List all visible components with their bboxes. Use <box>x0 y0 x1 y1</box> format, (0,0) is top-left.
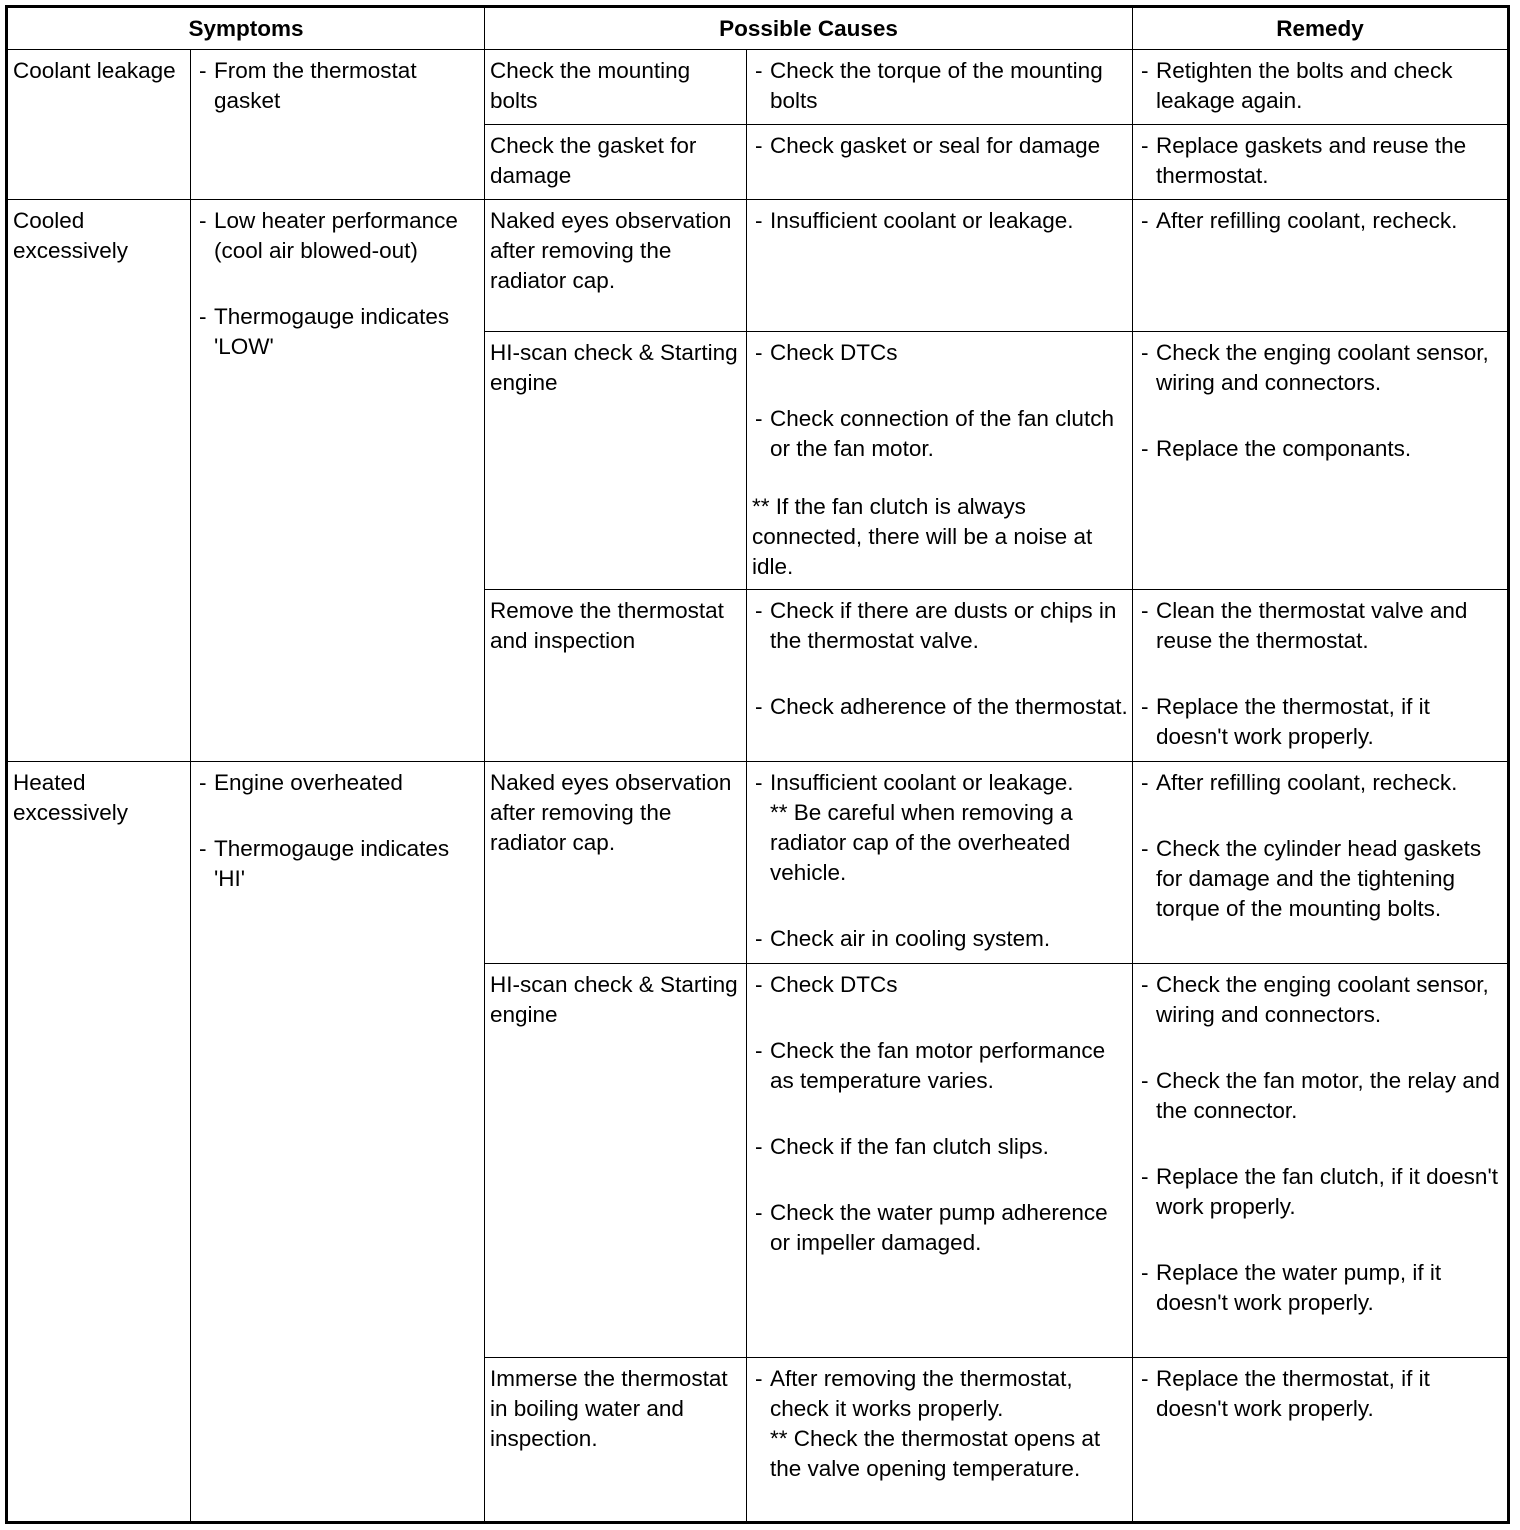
header-remedy: Remedy <box>1133 7 1509 50</box>
remedy-cell <box>1133 1358 1509 1523</box>
header-possible-causes: Possible Causes <box>485 7 1133 50</box>
check-cell <box>747 125 1133 200</box>
check-cell <box>747 590 1133 762</box>
remedy-item: - Check the enging coolant sensor, wiring and connectors. <box>1138 338 1503 398</box>
remedy-item: - Replace the thermostat, if it doesn't work properly. <box>1138 692 1503 752</box>
symptom-detail: - From the thermostat gasket <box>196 56 480 116</box>
remedy-item: - Retighten the bolts and check leakage again. <box>1138 56 1503 116</box>
symptom-detail: - Low heater performance (cool air blowed-out) <box>196 206 480 266</box>
symptom-detail-cell <box>191 50 485 200</box>
cause-cell: Check the mounting bolts <box>485 50 747 125</box>
symptom-detail: - Thermogauge indicates 'HI' <box>196 834 480 894</box>
cause-cell: HI-scan check & Starting engine <box>485 332 747 590</box>
remedy-cell <box>1133 590 1509 762</box>
remedy-item: - Check the enging coolant sensor, wiring and connectors. <box>1138 970 1503 1030</box>
cause-cell: Check the gasket for damage <box>485 125 747 200</box>
check-item: - Check adherence of the thermostat. <box>752 692 1128 722</box>
check-item-text: After removing the thermostat, check it works properly. <box>770 1366 1073 1421</box>
check-cell <box>747 964 1133 1358</box>
remedy-item: - Check the cylinder head gaskets for damage and the tightening torque of the mounting bolts. <box>1138 834 1503 924</box>
check-item: - Check the fan motor performance as temperature varies. <box>752 1036 1128 1096</box>
symptom-detail-cell <box>191 762 485 1523</box>
check-item: - Check if there are dusts or chips in the thermostat valve. <box>752 596 1128 656</box>
cause-cell: Naked eyes observation after removing the radiator cap. <box>485 762 747 964</box>
remedy-cell <box>1133 332 1509 590</box>
remedy-cell <box>1133 125 1509 200</box>
symptom-cell: Cooled excessively <box>7 200 191 762</box>
cause-cell: Remove the thermostat and inspection <box>485 590 747 762</box>
remedy-item: - After refilling coolant, recheck. <box>1138 206 1503 236</box>
check-cell <box>747 200 1133 332</box>
symptom-cell: Heated excessively <box>7 762 191 1523</box>
table-row <box>7 762 1509 964</box>
remedy-item: - Replace the componants. <box>1138 434 1503 464</box>
check-caution: ** Be careful when removing a radiator cap of the overheated vehicle. <box>770 800 1073 885</box>
check-item: - Check connection of the fan clutch or the fan motor. <box>752 404 1128 464</box>
remedy-item: - Replace gaskets and reuse the thermostat. <box>1138 131 1503 191</box>
header-symptoms: Symptoms <box>7 7 485 50</box>
table-row <box>7 200 1509 332</box>
cause-cell: Immerse the thermostat in boiling water and inspection. <box>485 1358 747 1523</box>
remedy-cell <box>1133 200 1509 332</box>
remedy-cell <box>1133 964 1509 1358</box>
check-cell <box>747 1358 1133 1523</box>
symptom-detail-cell <box>191 200 485 762</box>
cause-cell: HI-scan check & Starting engine <box>485 964 747 1358</box>
check-item-text: Insufficient coolant or leakage. <box>770 770 1074 795</box>
check-item: - Check air in cooling system. <box>752 924 1128 954</box>
remedy-item: - Replace the thermostat, if it doesn't work properly. <box>1138 1364 1503 1424</box>
remedy-item: - Replace the fan clutch, if it doesn't work properly. <box>1138 1162 1503 1222</box>
check-caution: ** Check the thermostat opens at the valve opening temperature. <box>770 1426 1101 1481</box>
check-item: - Check if the fan clutch slips. <box>752 1132 1128 1162</box>
check-note: ** If the fan clutch is always connected, there will be a noise at idle. <box>752 494 1093 579</box>
check-cell <box>747 762 1133 964</box>
symptom-detail: - Engine overheated <box>196 768 480 798</box>
symptom-detail: - Thermogauge indicates 'LOW' <box>196 302 480 362</box>
remedy-cell <box>1133 50 1509 125</box>
symptom-cell: Coolant leakage <box>7 50 191 200</box>
check-item <box>752 1364 1128 1484</box>
check-item <box>752 768 1128 888</box>
remedy-item: - Check the fan motor, the relay and the connector. <box>1138 1066 1503 1126</box>
check-item: - Check the water pump adherence or impeller damaged. <box>752 1198 1128 1258</box>
check-item: - Insufficient coolant or leakage. <box>752 206 1128 236</box>
remedy-item: - Clean the thermostat valve and reuse the thermostat. <box>1138 596 1503 656</box>
check-cell <box>747 50 1133 125</box>
check-item: - Check DTCs <box>752 970 1128 1000</box>
remedy-cell <box>1133 762 1509 964</box>
check-cell <box>747 332 1133 590</box>
check-item: - Check the torque of the mounting bolts <box>752 56 1128 116</box>
table-row <box>7 50 1509 125</box>
remedy-item: - Replace the water pump, if it doesn't work properly. <box>1138 1258 1503 1318</box>
check-item: - Check gasket or seal for damage <box>752 131 1128 161</box>
check-item: - Check DTCs <box>752 338 1128 368</box>
remedy-item: - After refilling coolant, recheck. <box>1138 768 1503 798</box>
cause-cell: Naked eyes observation after removing the radiator cap. <box>485 200 747 332</box>
troubleshooting-table <box>5 5 1510 1524</box>
header-row <box>7 7 1509 50</box>
